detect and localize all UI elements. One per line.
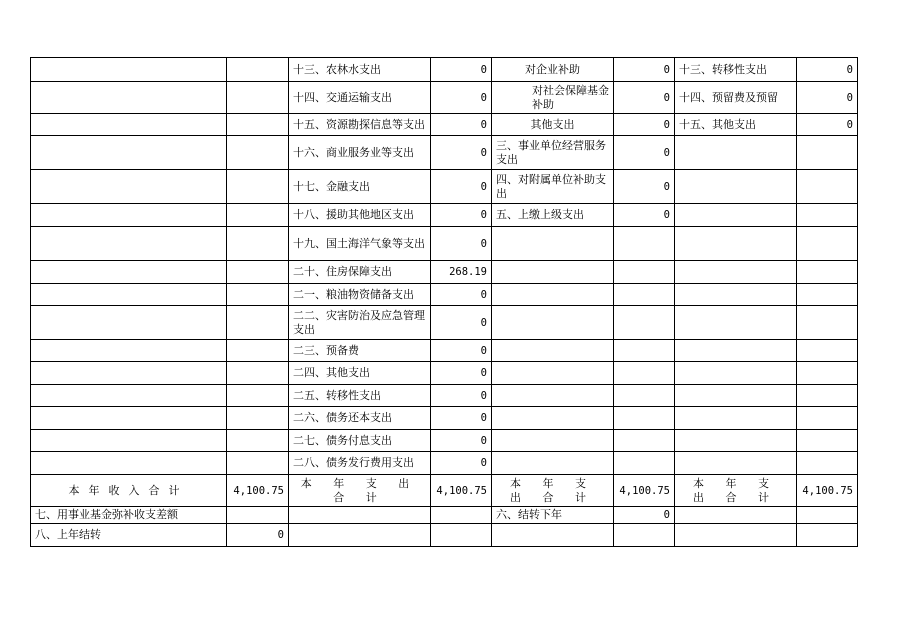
table-cell [797,340,858,362]
table-cell [797,507,858,524]
table-cell [227,114,289,136]
table-cell: 二四、其他支出 [289,362,431,385]
table-cell: 0 [431,114,492,136]
table-cell [675,524,797,547]
table-cell [614,362,675,385]
table-cell [614,385,675,407]
table-cell [675,430,797,452]
table-cell: 0 [614,170,675,204]
table-cell [675,507,797,524]
table-cell [227,136,289,170]
table-cell: 0 [614,136,675,170]
table-row [31,507,858,524]
table-cell [797,407,858,430]
table-cell [675,362,797,385]
table-cell [797,136,858,170]
table-cell: 0 [431,170,492,204]
table-row [31,407,858,430]
table-cell: 0 [614,114,675,136]
table-cell [31,284,227,306]
table-cell: 六、结转下年 [492,507,614,524]
table-cell: 0 [431,430,492,452]
table-row [31,306,858,340]
table-cell [675,284,797,306]
table-cell [227,507,289,524]
table-row [31,136,858,170]
table-cell: 本 年 支 出 合 计 [492,475,614,507]
table-cell: 0 [431,362,492,385]
table-cell [492,407,614,430]
table-cell [797,524,858,547]
table-cell: 0 [797,58,858,82]
table-row [31,430,858,452]
table-cell [227,430,289,452]
table-cell [31,136,227,170]
table-row [31,261,858,284]
table-row [31,452,858,475]
table-cell [227,452,289,475]
table-cell: 十五、其他支出 [675,114,797,136]
total-row [31,475,858,507]
table-cell [675,385,797,407]
table-cell: 0 [431,136,492,170]
table-cell: 二二、灾害防治及应急管理支出 [289,306,431,340]
table-cell: 十六、商业服务业等支出 [289,136,431,170]
table-cell [614,261,675,284]
table-cell [289,507,431,524]
table-row [31,114,858,136]
table-row [31,284,858,306]
table-cell: 二三、预备费 [289,340,431,362]
table-cell [614,430,675,452]
table-cell: 五、上缴上级支出 [492,204,614,227]
table-cell [614,284,675,306]
table-cell [31,306,227,340]
table-cell [675,136,797,170]
budget-table [30,57,858,547]
table-cell: 0 [431,407,492,430]
table-cell [797,385,858,407]
table-cell [492,452,614,475]
table-cell: 4,100.75 [227,475,289,507]
table-cell [31,385,227,407]
table-cell [675,261,797,284]
table-cell: 4,100.75 [614,475,675,507]
table-cell [614,524,675,547]
table-cell: 二十、住房保障支出 [289,261,431,284]
table-cell [614,227,675,261]
table-cell [31,362,227,385]
table-cell [227,407,289,430]
table-cell: 对企业补助 [492,58,614,82]
table-cell [31,430,227,452]
table-cell [31,114,227,136]
table-row [31,227,858,261]
table-cell [31,170,227,204]
table-cell [227,385,289,407]
table-cell [675,170,797,204]
table-cell [31,58,227,82]
table-cell [675,204,797,227]
table-cell: 0 [614,204,675,227]
table-cell: 十五、资源勘探信息等支出 [289,114,431,136]
table-cell: 四、对附属单位补助支出 [492,170,614,204]
table-cell: 0 [614,82,675,114]
table-cell [797,452,858,475]
table-cell: 二一、粮油物资储备支出 [289,284,431,306]
table-cell: 十三、农林水支出 [289,58,431,82]
table-cell: 十四、预留费及预留 [675,82,797,114]
table-cell: 0 [614,58,675,82]
table-cell: 本年收入合计 [31,475,227,507]
table-cell [227,82,289,114]
table-cell: 本 年 支 出 合 计 [675,475,797,507]
table-cell [289,524,431,547]
table-cell [797,204,858,227]
table-row [31,58,858,82]
table-cell [31,407,227,430]
table-cell [797,284,858,306]
table-cell [614,407,675,430]
table-cell: 三、事业单位经营服务支出 [492,136,614,170]
table-cell [227,170,289,204]
table-cell: 268.19 [431,261,492,284]
table-cell [797,306,858,340]
table-cell: 八、上年结转 [31,524,227,547]
table-cell [797,261,858,284]
table-cell [227,306,289,340]
table-cell [227,58,289,82]
table-cell [797,170,858,204]
table-cell [675,407,797,430]
table-cell: 0 [431,306,492,340]
table-cell [31,340,227,362]
table-cell: 二六、债务还本支出 [289,407,431,430]
table-cell: 对社会保障基金补助 [492,82,614,114]
table-cell [492,524,614,547]
table-cell: 0 [614,507,675,524]
table-cell [675,452,797,475]
table-cell [492,227,614,261]
table-cell: 0 [431,227,492,261]
table-cell [31,204,227,227]
table-cell: 其他支出 [492,114,614,136]
table-row [31,82,858,114]
table-cell [431,524,492,547]
table-cell: 0 [431,385,492,407]
table-cell: 0 [227,524,289,547]
table-row [31,340,858,362]
table-cell: 二八、债务发行费用支出 [289,452,431,475]
table-cell [31,261,227,284]
table-row [31,524,858,547]
table-cell [797,227,858,261]
table-cell [492,306,614,340]
table-cell: 0 [797,114,858,136]
table-cell [227,261,289,284]
table-cell: 4,100.75 [431,475,492,507]
table-cell [492,340,614,362]
table-cell [227,284,289,306]
table-cell [492,362,614,385]
table-cell: 0 [797,82,858,114]
table-cell: 0 [431,284,492,306]
table-cell: 二七、债务付息支出 [289,430,431,452]
table-cell: 二五、转移性支出 [289,385,431,407]
table-cell [492,284,614,306]
table-cell [797,362,858,385]
table-row [31,170,858,204]
table-cell: 十八、援助其他地区支出 [289,204,431,227]
table-cell [227,204,289,227]
table-cell [492,261,614,284]
table-cell: 0 [431,204,492,227]
table-cell: 0 [431,82,492,114]
table-cell [431,507,492,524]
table-cell: 0 [431,58,492,82]
table-cell: 七、用事业基金弥补收支差额 [31,507,227,524]
table-cell: 十七、金融支出 [289,170,431,204]
table-cell [227,227,289,261]
table-cell [31,452,227,475]
table-cell: 十三、转移性支出 [675,58,797,82]
table-cell [675,227,797,261]
table-cell: 十九、国土海洋气象等支出 [289,227,431,261]
table-cell [797,430,858,452]
table-cell [31,227,227,261]
table-cell [675,306,797,340]
table-cell: 0 [431,452,492,475]
table-row [31,385,858,407]
table-cell [227,340,289,362]
table-row [31,204,858,227]
table-cell: 0 [431,340,492,362]
table-row [31,362,858,385]
table-cell [614,340,675,362]
table-cell [614,452,675,475]
table-cell [492,385,614,407]
table-cell: 本 年 支 出 合 计 [289,475,431,507]
table-cell [675,340,797,362]
table-cell [31,82,227,114]
table-cell [614,306,675,340]
table-cell: 4,100.75 [797,475,858,507]
table-cell: 十四、交通运输支出 [289,82,431,114]
table-cell [492,430,614,452]
table-cell [227,362,289,385]
